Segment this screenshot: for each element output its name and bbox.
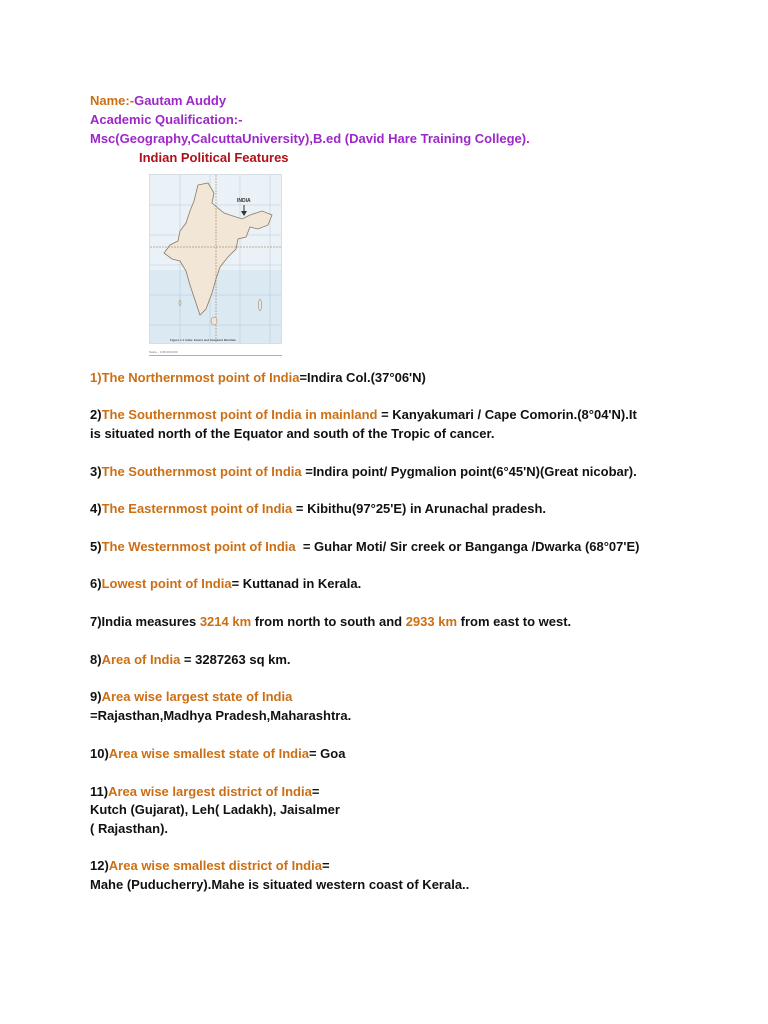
fact-10-label: Area wise smallest state of India — [108, 746, 309, 761]
fact-11-value: = — [311, 784, 320, 799]
fact-2-continuation: is situated north of the Equator and south of the Tropic of cancer. — [90, 426, 495, 441]
map-label: INDIA — [237, 198, 251, 204]
fact-11-continuation: Kutch (Gujarat), Leh( Ladakh), Jaisalmer — [90, 802, 340, 817]
fact-9-continuation: =Rajasthan,Madhya Pradesh,Maharashtra. — [90, 708, 352, 723]
fact-11-continuation-2: ( Rajasthan). — [90, 821, 169, 836]
fact-6 — [90, 576, 361, 592]
fact-12-continuation: Mahe (Puducherry).Mahe is situated western coast of Kerala.. — [90, 877, 470, 892]
fact-6-num: 6) — [90, 576, 102, 591]
section-title: Indian Political Features — [139, 150, 289, 165]
fact-1-num: 1) — [90, 370, 102, 385]
fact-12-label: Area wise smallest district of India — [108, 858, 322, 873]
fact-6-label: Lowest point of India — [101, 576, 232, 591]
fact-3-num: 3) — [90, 464, 102, 479]
fact-9 — [90, 689, 292, 705]
fact-7-length-ew: 2933 km — [405, 614, 458, 629]
fact-5 — [90, 539, 640, 555]
fact-1-value: =Indira Col.(37°06'N) — [299, 370, 426, 385]
fact-7 — [90, 614, 571, 630]
fact-10 — [90, 746, 345, 762]
fact-8-label: Area of India — [101, 652, 181, 667]
fact-12 — [90, 858, 330, 874]
fact-5-label: The Westernmost point of India — [101, 539, 296, 554]
fact-2-num: 2) — [90, 407, 102, 422]
fact-3 — [90, 464, 637, 480]
fact-1 — [90, 370, 426, 386]
fact-8 — [90, 652, 291, 668]
fact-2-label: The Southernmost point of India in mainland — [101, 407, 378, 422]
fact-3-value: =Indira point/ Pygmalion point(6°45'N)(Great nicobar). — [301, 464, 637, 479]
fact-3-label: The Southernmost point of India — [101, 464, 302, 479]
fact-9-num: 9) — [90, 689, 102, 704]
fact-10-num: 10) — [90, 746, 109, 761]
fact-4 — [90, 501, 546, 517]
fact-8-num: 8) — [90, 652, 102, 667]
fact-11-num: 11) — [90, 784, 109, 799]
fact-12-num: 12) — [90, 858, 109, 873]
fact-10-value: = Goa — [308, 746, 346, 761]
map-scale-note: Scale – 1:80,000,000 — [149, 350, 178, 354]
fact-7-length-ns: 3214 km — [199, 614, 252, 629]
fact-7-mid: from north to south and — [251, 614, 406, 629]
name-line — [90, 93, 226, 109]
fact-11 — [90, 784, 319, 800]
india-map-image — [149, 174, 282, 344]
fact-4-label: The Easternmost point of India — [101, 501, 293, 516]
fact-6-value: = Kuttanad in Kerala. — [231, 576, 362, 591]
name-value: Gautam Auddy — [134, 93, 227, 108]
fact-5-num: 5) — [90, 539, 102, 554]
fact-11-label: Area wise largest district of India — [108, 784, 312, 799]
fact-8-value: = 3287263 sq km. — [180, 652, 291, 667]
fact-7-prefix: 7)India measures — [90, 614, 200, 629]
qualification-value: Msc(Geography,CalcuttaUniversity),B.ed (David Hare Training College). — [90, 131, 530, 146]
fact-2-value: = Kanyakumari / Cape Comorin.(8°04'N).It — [377, 407, 637, 422]
fact-5-value: = Guhar Moti/ Sir creek or Banganga /Dwarka (68°07'E) — [295, 539, 640, 554]
fact-9-label: Area wise largest state of India — [101, 689, 293, 704]
map-caption: Figure 1.1 India: Extent and Standard Meridian — [170, 338, 237, 342]
fact-4-value: = Kibithu(97°25'E) in Arunachal pradesh. — [292, 501, 547, 516]
fact-2 — [90, 407, 637, 423]
fact-12-value: = — [321, 858, 330, 873]
fact-4-num: 4) — [90, 501, 102, 516]
fact-1-label: The Northernmost point of India — [101, 370, 300, 385]
fact-7-suffix: from east to west. — [457, 614, 572, 629]
qualification-label: Academic Qualification:- — [90, 112, 243, 127]
map-scale-line — [149, 355, 282, 356]
name-label: Name:- — [90, 93, 135, 108]
